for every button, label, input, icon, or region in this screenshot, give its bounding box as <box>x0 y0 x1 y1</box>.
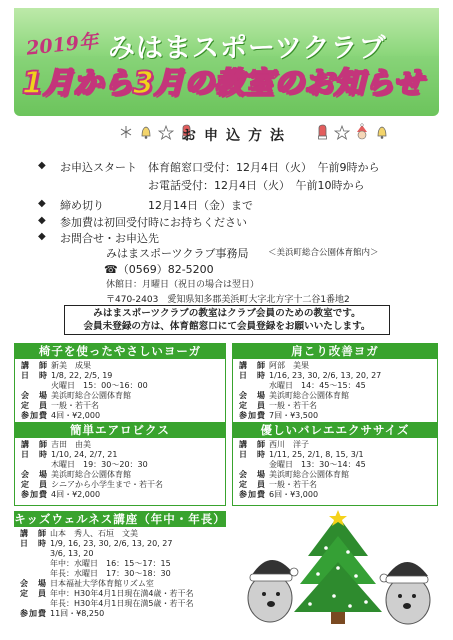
label-venue: 会 場 <box>21 470 48 479</box>
label-capacity: 定 員 <box>239 480 266 489</box>
dates-value: 1/10, 24, 2/7, 21 <box>51 450 118 459</box>
class-card <box>232 343 438 427</box>
class-title: 椅子を使ったやさしいヨーガ <box>14 343 226 359</box>
class-card <box>14 343 226 427</box>
member-notice <box>64 305 390 335</box>
start-counter: 体育館窓口受付：12月4日（火） 午前9時から <box>148 161 380 174</box>
star-icon <box>158 123 174 141</box>
snowflake-icon <box>118 123 134 141</box>
fee-value: 4回・¥2,000 <box>51 411 101 420</box>
label-fee: 参加費 <box>20 609 47 618</box>
instructor-value: 阿部 美果 <box>269 361 309 370</box>
label-capacity: 定 員 <box>20 589 47 598</box>
label-instructor: 講 師 <box>20 529 47 538</box>
kids-class-card <box>14 511 226 619</box>
dog-santa-icon <box>248 560 298 622</box>
class-details <box>232 438 438 506</box>
time-value: 木曜日 19：30～20：30 <box>51 460 148 469</box>
venue-value: 美浜町総合公園体育館 <box>51 391 131 400</box>
address: 〒470-2403 愛知県知多郡美浜町大字北方字十二谷1番地2 <box>106 295 350 305</box>
capacity-value: 一般・若干名 <box>51 401 99 410</box>
time-value: 金曜日 13：30～14：45 <box>269 460 366 469</box>
dates-value-2: 3/6, 13, 20 <box>50 549 94 558</box>
deadline-label: 締め切り <box>60 199 104 212</box>
class-details <box>14 359 226 427</box>
notice-line-2: 会員未登録の方は、体育館窓口にて会員登録をお願いいたします。 <box>83 321 371 332</box>
apply-heading: お申込方法 <box>182 128 292 144</box>
label-dates: 日 時 <box>239 371 266 380</box>
time-value-2: 年長：水曜日 17：30～18：30 <box>50 569 171 578</box>
bullet-icon: ◆ <box>38 215 46 226</box>
venue-value: 美浜町総合公園体育館 <box>51 470 131 479</box>
bell-icon <box>374 123 390 141</box>
label-capacity: 定 員 <box>21 401 48 410</box>
fee-note: 参加費は初回受付時にお持ちください <box>60 216 247 229</box>
fee-value: 6回・¥3,000 <box>269 490 319 499</box>
label-instructor: 講 師 <box>239 361 266 370</box>
mitten-icon <box>314 123 330 141</box>
label-venue: 会 場 <box>239 470 266 479</box>
capacity-value: 一般・若干名 <box>269 401 317 410</box>
label-venue: 会 場 <box>239 391 266 400</box>
fee-value: 7回・¥3,500 <box>269 411 319 420</box>
christmas-illustration <box>238 508 438 632</box>
decoration-right <box>314 123 390 141</box>
instructor-value: 山本 秀人、石垣 文美 <box>50 529 138 538</box>
closed-day: 休館日：月曜日（祝日の場合は翌日） <box>106 280 260 290</box>
santa-icon <box>354 123 370 141</box>
deadline-value: 12月14日（金）まで <box>148 199 253 212</box>
label-instructor: 講 師 <box>21 361 48 370</box>
year-label: 2019年 <box>25 30 100 60</box>
class-details <box>14 438 226 506</box>
label-dates: 日 時 <box>239 450 266 459</box>
dates-value: 1/9, 16, 23, 30, 2/6, 13, 20, 27 <box>50 539 173 548</box>
label-fee: 参加費 <box>239 490 266 499</box>
venue-value: 美浜町総合公園体育館 <box>269 470 349 479</box>
class-title: 肩こり改善ヨガ <box>232 343 438 359</box>
star-icon <box>334 123 350 141</box>
label-fee: 参加費 <box>239 411 266 420</box>
label-dates: 日 時 <box>21 450 48 459</box>
dog-santa-icon <box>380 562 430 624</box>
class-title: キッズウェルネス講座（年中・年長） <box>14 512 226 526</box>
venue-value: 日本福祉大学体育館リズム室 <box>50 579 154 588</box>
start-phone: お電話受付：12月4日（火） 午前10時から <box>148 179 365 192</box>
instructor-value: 吉田 由美 <box>51 440 91 449</box>
venue-value: 美浜町総合公園体育館 <box>269 391 349 400</box>
christmas-tree-icon <box>294 510 382 624</box>
label-capacity: 定 員 <box>239 401 266 410</box>
phone-number: ☎（0569）82-5200 <box>104 263 214 276</box>
dates-value: 1/16, 23, 30, 2/6, 13, 20, 27 <box>269 371 382 380</box>
label-fee: 参加費 <box>21 490 48 499</box>
class-card <box>232 422 438 506</box>
class-card <box>14 422 226 506</box>
class-title: 簡単エアロビクス <box>14 422 226 438</box>
bullet-icon: ◆ <box>38 198 46 209</box>
notice-line-1: みはまスポーツクラブの教室はクラブ会員のための教室です。 <box>93 308 361 319</box>
contact-label: お問合せ・お申込先 <box>60 232 159 245</box>
class-details <box>14 527 226 619</box>
bullet-icon: ◆ <box>38 231 46 242</box>
office-name: みはまスポーツクラブ事務局 <box>106 247 249 260</box>
bell-icon <box>138 123 154 141</box>
class-title: 優しいバレエエクササイズ <box>232 422 438 438</box>
label-capacity: 定 員 <box>21 480 48 489</box>
start-label: お申込スタート <box>60 161 137 174</box>
time-value: 火曜日 15：00～16：00 <box>51 381 148 390</box>
capacity-value: 一般・若干名 <box>269 480 317 489</box>
label-venue: 会 場 <box>21 391 48 400</box>
fee-value: 4回・¥2,000 <box>51 490 101 499</box>
main-title: 1月から3月の教室のお知らせ <box>22 66 423 101</box>
capacity-value-1: 年中：H30年4月1日現在満4歳・若干名 <box>50 589 194 598</box>
club-title: みはまスポーツクラブ <box>108 33 387 64</box>
capacity-value-2: 年長：H30年4月1日現在満5歳・若干名 <box>50 599 194 608</box>
label-dates: 日 時 <box>21 371 48 380</box>
time-value: 水曜日 14：45～15：45 <box>269 381 366 390</box>
label-fee: 参加費 <box>21 411 48 420</box>
instructor-value: 西川 洋子 <box>269 440 309 449</box>
bullet-icon: ◆ <box>38 160 46 171</box>
time-value-1: 年中：水曜日 16：15～17：15 <box>50 559 171 568</box>
label-dates: 日 時 <box>20 539 47 548</box>
dates-value: 1/8, 22, 2/5, 19 <box>51 371 113 380</box>
instructor-value: 新美 成果 <box>51 361 91 370</box>
capacity-value: シニアから小学生まで・若干名 <box>51 480 163 489</box>
dates-value: 1/11, 25, 2/1, 8, 15, 3/1 <box>269 450 364 459</box>
label-venue: 会 場 <box>20 579 47 588</box>
class-details <box>232 359 438 427</box>
fee-value: 11回・¥8,250 <box>50 609 105 618</box>
label-instructor: 講 師 <box>21 440 48 449</box>
office-sub: ＜美浜町総合公園体育館内＞ <box>268 248 379 258</box>
label-instructor: 講 師 <box>239 440 266 449</box>
